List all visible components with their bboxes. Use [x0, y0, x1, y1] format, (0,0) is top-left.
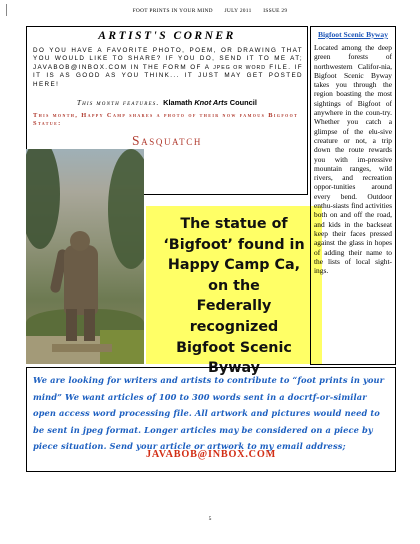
corner-body-format: JPEG OR WORD [213, 64, 267, 71]
running-header [0, 8, 420, 14]
caption-line: Bigfoot Scenic [176, 339, 292, 356]
statue-body [64, 245, 98, 315]
artists-corner-title: ARTIST'S CORNER [98, 30, 236, 42]
notice-text: We are looking for writers and artists to contribute to “foot prints in your mind” We want articles of 100 to 300 words sent in a docrtf-or-similar open access word processing file. All artwork and pictures would need to be sent in jpeg format. Longer articles may be considered on a piece by piece situation. Send your article or artwork to my email address; [33, 375, 385, 452]
statue-head [70, 231, 90, 251]
sidebar-title-link[interactable]: Bigfoot Scenic Byway [317, 30, 389, 39]
issue-number: ISSUE 29 [263, 8, 288, 14]
caption-line: Happy Camp Ca, [167, 257, 301, 274]
statue-base [52, 344, 112, 352]
artists-corner-body [33, 47, 303, 89]
subject-heading: Sasquatch [132, 133, 202, 148]
statue-leg [66, 309, 77, 341]
features-name-italic: Knot Arts [194, 98, 228, 107]
caption-line: recognized [189, 318, 279, 335]
contact-email[interactable]: JAVABOB@INBOX.COM [146, 449, 276, 460]
photo-caption-box [146, 206, 322, 377]
newsletter-title: FOOT PRINTS IN YOUR MIND [132, 8, 213, 14]
photo-caption [146, 214, 322, 379]
month-line: This month, Happy Camp shares a photo of their now famous Bigfoot Statue: [33, 112, 299, 128]
caption-line: Byway [208, 360, 260, 377]
sidebar-body: Located among the deep green forests of northwestern Califor-nia, Bigfoot Scenic Byway takes you through the region boasting the most sightings of Bigfoot of anywhere in the coun-try. Whether you catch a glimpse of the elu-sive creature or not, a trip down the route rewards you with im-pressive mountain ranges, wild rivers, and recreation oppor-tunities around every bend. Outdoor enthu-siasts find activities both on and off the road, and kids in the backseat keep their faces pressed against the glass in hopes of adding their name to the lists of local sight-ings. [314, 43, 392, 276]
photo-tree [108, 149, 144, 269]
features-line [77, 98, 257, 107]
features-name [163, 98, 257, 107]
corner-body-main: DO YOU HAVE A FAVORITE PHOTO, POEM, OR DRAWING THAT YOU WOULD LIKE TO SHARE? IF YOU DO, SEND IT TO ME AT; JAVABOB@INBOX.COM IN THE FORM OF A [33, 47, 303, 71]
byway-sidebar [310, 26, 396, 365]
bigfoot-statue-photo [26, 149, 144, 364]
caption-line: on the [208, 277, 260, 294]
features-name-pre: Klamath [163, 98, 195, 107]
statue-leg [84, 309, 95, 341]
issue-date: JULY 2011 [224, 8, 252, 14]
features-label: This month features. [77, 99, 160, 107]
caption-line: Federally [196, 298, 272, 315]
caption-line: ‘Bigfoot’ found in [163, 236, 305, 253]
contributors-notice [26, 367, 396, 472]
caption-line: The statue of [180, 216, 288, 232]
page-number: 5 [208, 516, 212, 522]
corner-body-end: FILE. IF IT IS AS GOOD AS YOU THINK... IT JUST MAY GET POSTED HERE! [33, 63, 303, 88]
photo-tree [26, 149, 60, 249]
features-name-post: Council [227, 98, 257, 107]
